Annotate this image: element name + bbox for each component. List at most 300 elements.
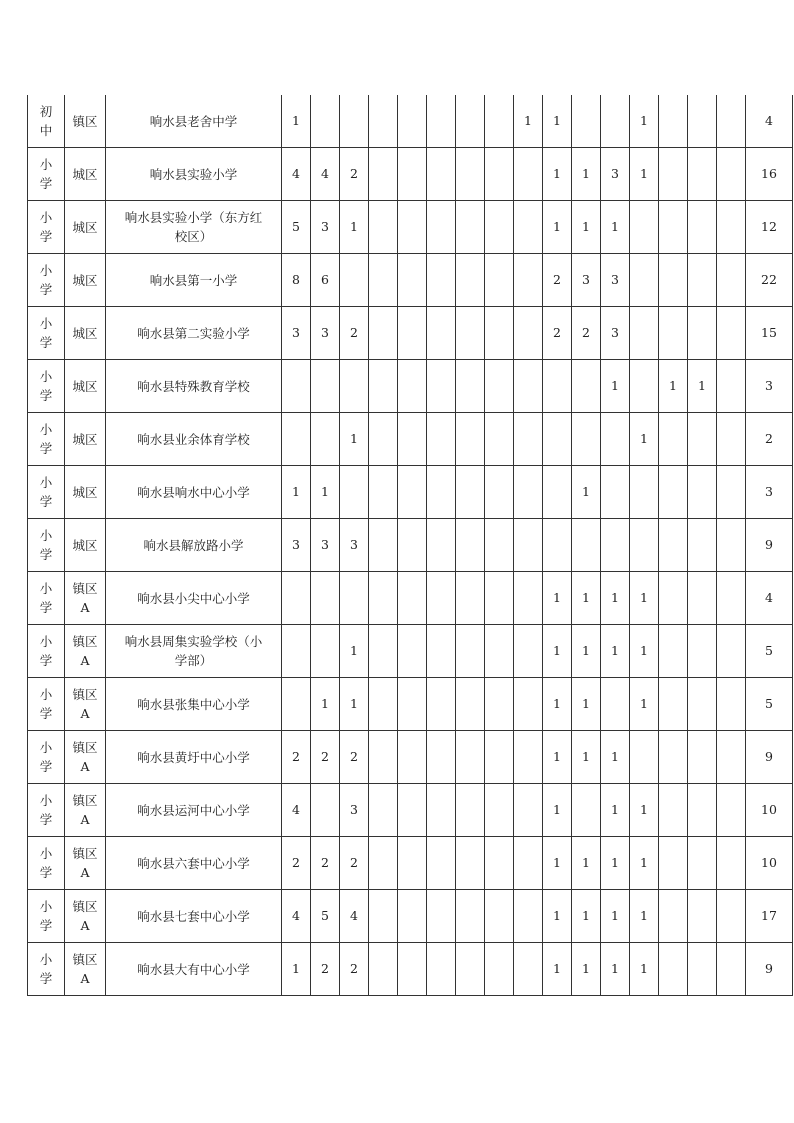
count-cell: 1: [572, 731, 601, 784]
table-row: [28, 890, 793, 943]
school-name-cell: 响水县特殊教育学校: [106, 360, 282, 413]
count-cell: [369, 572, 398, 625]
count-cell: 1: [543, 572, 572, 625]
count-cell: [485, 625, 514, 678]
level-cell: 小 学: [28, 731, 65, 784]
count-cell: [572, 784, 601, 837]
count-cell: 1: [282, 943, 311, 996]
count-cell: [398, 148, 427, 201]
area-cell: 镇区 A: [65, 943, 106, 996]
count-cell: 1: [630, 148, 659, 201]
count-cell: [340, 95, 369, 148]
count-cell: 1: [543, 731, 572, 784]
count-cell: [630, 466, 659, 519]
count-cell: [572, 519, 601, 572]
total-cell: 15: [746, 307, 793, 360]
total-cell: 12: [746, 201, 793, 254]
count-cell: [456, 413, 485, 466]
count-cell: 2: [340, 837, 369, 890]
count-cell: [282, 413, 311, 466]
school-name-cell: 响水县大有中心小学: [106, 943, 282, 996]
school-name-cell: 响水县六套中心小学: [106, 837, 282, 890]
count-cell: [688, 731, 717, 784]
count-cell: [369, 837, 398, 890]
count-cell: [514, 360, 543, 413]
count-cell: 3: [311, 519, 340, 572]
count-cell: [514, 254, 543, 307]
area-cell: 镇区 A: [65, 572, 106, 625]
count-cell: 3: [311, 307, 340, 360]
count-cell: 4: [282, 148, 311, 201]
count-cell: 2: [340, 943, 369, 996]
count-cell: [398, 307, 427, 360]
count-cell: [717, 360, 746, 413]
school-name-cell: 响水县小尖中心小学: [106, 572, 282, 625]
count-cell: [688, 943, 717, 996]
count-cell: 2: [543, 307, 572, 360]
count-cell: [456, 466, 485, 519]
count-cell: [601, 466, 630, 519]
count-cell: [688, 625, 717, 678]
count-cell: [630, 731, 659, 784]
table-row: [28, 519, 793, 572]
count-cell: [688, 413, 717, 466]
count-cell: [717, 413, 746, 466]
total-cell: 3: [746, 466, 793, 519]
school-name-cell: 响水县老舍中学: [106, 95, 282, 148]
count-cell: [427, 307, 456, 360]
count-cell: [514, 466, 543, 519]
count-cell: 3: [282, 519, 311, 572]
level-cell: 小 学: [28, 678, 65, 731]
table-row: [28, 201, 793, 254]
count-cell: [398, 519, 427, 572]
total-cell: 9: [746, 731, 793, 784]
count-cell: [427, 519, 456, 572]
count-cell: 3: [311, 201, 340, 254]
count-cell: 1: [630, 678, 659, 731]
count-cell: [514, 519, 543, 572]
count-cell: [369, 307, 398, 360]
count-cell: 2: [340, 307, 369, 360]
total-cell: 22: [746, 254, 793, 307]
count-cell: [398, 466, 427, 519]
school-name-cell: 响水县第二实验小学: [106, 307, 282, 360]
area-cell: 城区: [65, 360, 106, 413]
count-cell: [543, 413, 572, 466]
level-cell: 小 学: [28, 572, 65, 625]
table-row: [28, 731, 793, 784]
count-cell: 4: [282, 784, 311, 837]
count-cell: 2: [311, 731, 340, 784]
count-cell: [456, 784, 485, 837]
count-cell: 1: [543, 837, 572, 890]
count-cell: [369, 731, 398, 784]
count-cell: 1: [601, 890, 630, 943]
count-cell: [630, 254, 659, 307]
count-cell: [572, 413, 601, 466]
count-cell: [688, 466, 717, 519]
count-cell: 3: [601, 148, 630, 201]
count-cell: [717, 201, 746, 254]
total-cell: 10: [746, 784, 793, 837]
count-cell: 1: [340, 678, 369, 731]
count-cell: [456, 95, 485, 148]
count-cell: [282, 572, 311, 625]
count-cell: [717, 837, 746, 890]
count-cell: 1: [543, 784, 572, 837]
count-cell: [688, 148, 717, 201]
count-cell: [717, 254, 746, 307]
level-cell: 小 学: [28, 413, 65, 466]
count-cell: [485, 201, 514, 254]
count-cell: 1: [311, 678, 340, 731]
count-cell: [398, 201, 427, 254]
area-cell: 城区: [65, 466, 106, 519]
count-cell: [659, 466, 688, 519]
count-cell: [514, 837, 543, 890]
count-cell: 1: [601, 731, 630, 784]
count-cell: [456, 360, 485, 413]
count-cell: [688, 678, 717, 731]
count-cell: [485, 466, 514, 519]
count-cell: [514, 625, 543, 678]
count-cell: [369, 890, 398, 943]
count-cell: [717, 678, 746, 731]
count-cell: 1: [630, 837, 659, 890]
count-cell: [688, 95, 717, 148]
school-name-cell: 响水县周集实验学校（小 学部）: [106, 625, 282, 678]
count-cell: [398, 254, 427, 307]
count-cell: 1: [601, 572, 630, 625]
count-cell: 1: [543, 201, 572, 254]
count-cell: [427, 890, 456, 943]
area-cell: 城区: [65, 148, 106, 201]
level-cell: 小 学: [28, 890, 65, 943]
count-cell: [427, 943, 456, 996]
count-cell: [659, 519, 688, 572]
count-cell: 1: [630, 413, 659, 466]
count-cell: [456, 201, 485, 254]
count-cell: 1: [514, 95, 543, 148]
count-cell: [456, 678, 485, 731]
count-cell: [514, 890, 543, 943]
table-row: [28, 95, 793, 148]
table-row: [28, 837, 793, 890]
level-cell: 小 学: [28, 625, 65, 678]
count-cell: [688, 254, 717, 307]
count-cell: [717, 572, 746, 625]
count-cell: 1: [630, 572, 659, 625]
count-cell: [311, 413, 340, 466]
count-cell: [369, 466, 398, 519]
count-cell: [427, 95, 456, 148]
level-cell: 小 学: [28, 307, 65, 360]
table-row: [28, 148, 793, 201]
count-cell: 3: [340, 519, 369, 572]
count-cell: [659, 890, 688, 943]
count-cell: [282, 678, 311, 731]
count-cell: [427, 625, 456, 678]
count-cell: [717, 890, 746, 943]
count-cell: [398, 890, 427, 943]
count-cell: 6: [311, 254, 340, 307]
total-cell: 4: [746, 95, 793, 148]
count-cell: [485, 148, 514, 201]
area-cell: 镇区 A: [65, 837, 106, 890]
count-cell: 1: [572, 943, 601, 996]
count-cell: [717, 307, 746, 360]
count-cell: [688, 519, 717, 572]
count-cell: [427, 678, 456, 731]
count-cell: [369, 678, 398, 731]
count-cell: 1: [572, 678, 601, 731]
count-cell: 5: [282, 201, 311, 254]
count-cell: [427, 466, 456, 519]
count-cell: [369, 254, 398, 307]
count-cell: 1: [311, 466, 340, 519]
count-cell: [311, 784, 340, 837]
count-cell: 3: [572, 254, 601, 307]
count-cell: [340, 572, 369, 625]
count-cell: 1: [572, 148, 601, 201]
count-cell: 1: [630, 943, 659, 996]
count-cell: [456, 519, 485, 572]
staffing-table: [27, 95, 793, 996]
count-cell: [282, 625, 311, 678]
count-cell: [514, 784, 543, 837]
count-cell: [311, 572, 340, 625]
count-cell: 1: [601, 625, 630, 678]
count-cell: [688, 572, 717, 625]
count-cell: [427, 148, 456, 201]
count-cell: [398, 943, 427, 996]
table-row: [28, 413, 793, 466]
count-cell: [485, 890, 514, 943]
count-cell: [514, 731, 543, 784]
table-row: [28, 307, 793, 360]
count-cell: [572, 95, 601, 148]
level-cell: 小 学: [28, 201, 65, 254]
count-cell: [311, 625, 340, 678]
count-cell: 1: [572, 837, 601, 890]
total-cell: 4: [746, 572, 793, 625]
count-cell: 1: [688, 360, 717, 413]
total-cell: 17: [746, 890, 793, 943]
count-cell: [398, 572, 427, 625]
school-name-cell: 响水县响水中心小学: [106, 466, 282, 519]
count-cell: 1: [572, 625, 601, 678]
count-cell: [485, 678, 514, 731]
count-cell: 5: [311, 890, 340, 943]
level-cell: 小 学: [28, 784, 65, 837]
count-cell: [688, 837, 717, 890]
level-cell: 小 学: [28, 837, 65, 890]
count-cell: [398, 625, 427, 678]
count-cell: [659, 784, 688, 837]
count-cell: [340, 360, 369, 413]
count-cell: [456, 890, 485, 943]
count-cell: [485, 519, 514, 572]
table-row: [28, 466, 793, 519]
count-cell: [398, 678, 427, 731]
count-cell: [630, 519, 659, 572]
count-cell: [601, 678, 630, 731]
count-cell: [717, 731, 746, 784]
count-cell: [369, 519, 398, 572]
level-cell: 小 学: [28, 466, 65, 519]
count-cell: [369, 360, 398, 413]
count-cell: [427, 201, 456, 254]
count-cell: 4: [282, 890, 311, 943]
area-cell: 城区: [65, 254, 106, 307]
count-cell: [398, 360, 427, 413]
count-cell: [369, 201, 398, 254]
level-cell: 小 学: [28, 148, 65, 201]
count-cell: [456, 572, 485, 625]
count-cell: 4: [340, 890, 369, 943]
count-cell: [485, 731, 514, 784]
count-cell: [717, 95, 746, 148]
count-cell: [688, 307, 717, 360]
count-cell: [659, 201, 688, 254]
area-cell: 城区: [65, 413, 106, 466]
count-cell: 1: [630, 890, 659, 943]
table-row: [28, 625, 793, 678]
count-cell: 3: [340, 784, 369, 837]
school-name-cell: 响水县第一小学: [106, 254, 282, 307]
count-cell: [456, 254, 485, 307]
count-cell: 2: [340, 148, 369, 201]
count-cell: 2: [311, 837, 340, 890]
count-cell: 1: [572, 201, 601, 254]
count-cell: [369, 148, 398, 201]
count-cell: [485, 837, 514, 890]
count-cell: [369, 943, 398, 996]
count-cell: [601, 519, 630, 572]
count-cell: [659, 943, 688, 996]
count-cell: [659, 307, 688, 360]
count-cell: [456, 148, 485, 201]
total-cell: 9: [746, 943, 793, 996]
count-cell: 1: [601, 784, 630, 837]
count-cell: [282, 360, 311, 413]
count-cell: 2: [311, 943, 340, 996]
count-cell: [659, 95, 688, 148]
area-cell: 镇区 A: [65, 625, 106, 678]
count-cell: 2: [340, 731, 369, 784]
total-cell: 2: [746, 413, 793, 466]
school-name-cell: 响水县实验小学（东方红 校区）: [106, 201, 282, 254]
area-cell: 镇区 A: [65, 890, 106, 943]
count-cell: [688, 890, 717, 943]
count-cell: 1: [572, 572, 601, 625]
count-cell: 2: [282, 731, 311, 784]
count-cell: [456, 625, 485, 678]
count-cell: [514, 307, 543, 360]
count-cell: 1: [543, 148, 572, 201]
total-cell: 16: [746, 148, 793, 201]
table-row: [28, 572, 793, 625]
count-cell: 1: [630, 95, 659, 148]
table-row: [28, 254, 793, 307]
area-cell: 城区: [65, 201, 106, 254]
count-cell: 3: [282, 307, 311, 360]
count-cell: [717, 466, 746, 519]
count-cell: [311, 360, 340, 413]
school-name-cell: 响水县张集中心小学: [106, 678, 282, 731]
area-cell: 城区: [65, 519, 106, 572]
area-cell: 镇区 A: [65, 784, 106, 837]
count-cell: 1: [543, 943, 572, 996]
count-cell: [688, 784, 717, 837]
count-cell: [398, 837, 427, 890]
area-cell: 城区: [65, 307, 106, 360]
count-cell: 1: [543, 95, 572, 148]
total-cell: 5: [746, 678, 793, 731]
count-cell: 1: [572, 890, 601, 943]
level-cell: 小 学: [28, 943, 65, 996]
count-cell: [630, 307, 659, 360]
school-name-cell: 响水县运河中心小学: [106, 784, 282, 837]
count-cell: [427, 572, 456, 625]
count-cell: 1: [340, 625, 369, 678]
count-cell: [659, 413, 688, 466]
count-cell: [369, 95, 398, 148]
count-cell: [456, 307, 485, 360]
count-cell: [369, 784, 398, 837]
count-cell: [572, 360, 601, 413]
count-cell: [659, 254, 688, 307]
total-cell: 10: [746, 837, 793, 890]
area-cell: 镇区 A: [65, 731, 106, 784]
count-cell: [456, 837, 485, 890]
table-row: [28, 360, 793, 413]
count-cell: [427, 784, 456, 837]
count-cell: [398, 731, 427, 784]
count-cell: 2: [543, 254, 572, 307]
count-cell: [514, 148, 543, 201]
count-cell: [543, 466, 572, 519]
level-cell: 小 学: [28, 254, 65, 307]
count-cell: [485, 307, 514, 360]
count-cell: [717, 625, 746, 678]
total-cell: 3: [746, 360, 793, 413]
count-cell: 1: [543, 625, 572, 678]
count-cell: [630, 360, 659, 413]
total-cell: 5: [746, 625, 793, 678]
count-cell: 1: [630, 625, 659, 678]
count-cell: [514, 572, 543, 625]
count-cell: [514, 943, 543, 996]
count-cell: 1: [601, 943, 630, 996]
count-cell: 1: [340, 201, 369, 254]
count-cell: [543, 360, 572, 413]
area-cell: 镇区 A: [65, 678, 106, 731]
count-cell: [398, 413, 427, 466]
count-cell: [659, 678, 688, 731]
count-cell: 8: [282, 254, 311, 307]
level-cell: 初 中: [28, 95, 65, 148]
count-cell: 1: [601, 837, 630, 890]
count-cell: [485, 254, 514, 307]
count-cell: [717, 148, 746, 201]
count-cell: [427, 413, 456, 466]
count-cell: [659, 731, 688, 784]
count-cell: 2: [572, 307, 601, 360]
count-cell: [717, 784, 746, 837]
count-cell: 1: [543, 678, 572, 731]
